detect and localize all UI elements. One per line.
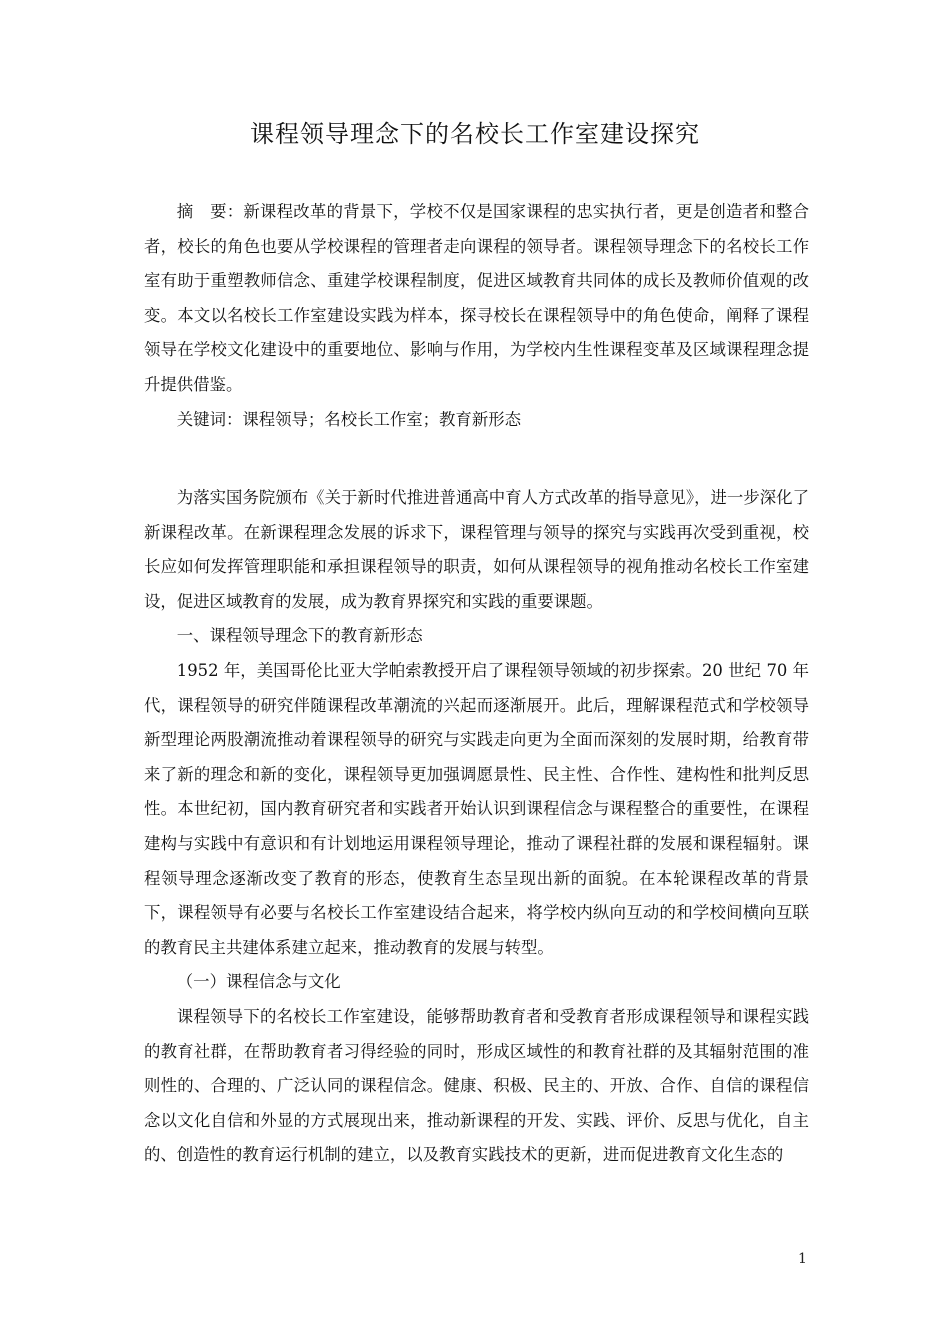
- subsection-heading-1: （一）课程信念与文化: [176, 972, 341, 992]
- section-paragraph-1: 1952 年，美国哥伦比亚大学帕索教授开启了课程领导领域的初步探索。20 世纪 70 年代，课程领导的研究伴随课程改革潮流的兴起而逐渐展开。此后，理解课程范式和学校领导新型理论两股潮流推动着课程领导的研究与实践走向更为全面而深刻的发展时期，给教育带来了新的理念和新的变化，课程领导更加强调愿景性、民主性、合作性、建构性和批判反思性。本世纪初，国内教育研究者和实践者开始认识到课程信念与课程整合的重要性，在课程建构与实践中有意识和有计划地运用课程领导理论，推动了课程社群的发展和课程辐射。课程领导理念逐渐改变了教育的形态，使教育生态呈现出新的面貌。在本轮课程改革的背景下，课程领导有必要与名校长工作室建设结合起来，将学校内纵向互动的和学校间横向互联的教育民主共建体系建立起来，推动教育的发展与转型。: [144, 660, 809, 957]
- keywords-paragraph: [144, 403, 809, 438]
- keywords-text: 课程领导；名校长工作室；教育新形态: [242, 409, 521, 429]
- page-number: 1: [798, 1251, 807, 1267]
- abstract-text: 新课程改革的背景下，学校不仅是国家课程的忠实执行者，更是创造者和整合者，校长的角色也要从学校课程的管理者走向课程的领导者。课程领导理念下的名校长工作室有助于重塑教师信念、重建学校课程制度，促进区域教育共同体的成长及教师价值观的改变。本文以名校长工作室建设实践为样本，探寻校长在课程领导中的角色使命，阐释了课程领导在学校文化建设中的重要地位、影响与作用，为学校内生性课程变革及区域课程理念提升提供借鉴。: [144, 202, 810, 394]
- abstract-paragraph: [144, 195, 809, 403]
- abstract-label: 摘 要：: [176, 202, 244, 221]
- subsection-paragraph-1: 课程领导下的名校长工作室建设，能够帮助教育者和受教育者形成课程领导和课程实践的教育社群，在帮助教育者习得经验的同时，形成区域性的和教育社群的及其辐射范围的准则性的、合理的、广泛认同的课程信念。健康、积极、民主的、开放、合作、自信的课程信念以文化自信和外显的方式展现出来，推动新课程的开发、实践、评价、反思与优化，自主的、创造性的教育运行机制的建立，以及教育实践技术的更新，进而促进教育文化生态的: [144, 1006, 809, 1165]
- intro-paragraph: 为落实国务院颁布《关于新时代推进普通高中育人方式改革的指导意见》，进一步深化了新课程改革。在新课程理念发展的诉求下，课程管理与领导的探究与实践再次受到重视，校长应如何发挥管理职能和承担课程领导的职责，如何从课程领导的视角推动名校长工作室建设，促进区域教育的发展，成为教育界探究和实践的重要课题。: [144, 488, 809, 611]
- section-heading-1: 一、课程领导理念下的教育新形态: [176, 626, 423, 646]
- abstract-block: [144, 195, 809, 437]
- keywords-label: 关键词：: [176, 409, 243, 429]
- main-body: [144, 481, 809, 1173]
- document-title: 课程领导理念下的名校长工作室建设探究: [250, 120, 700, 148]
